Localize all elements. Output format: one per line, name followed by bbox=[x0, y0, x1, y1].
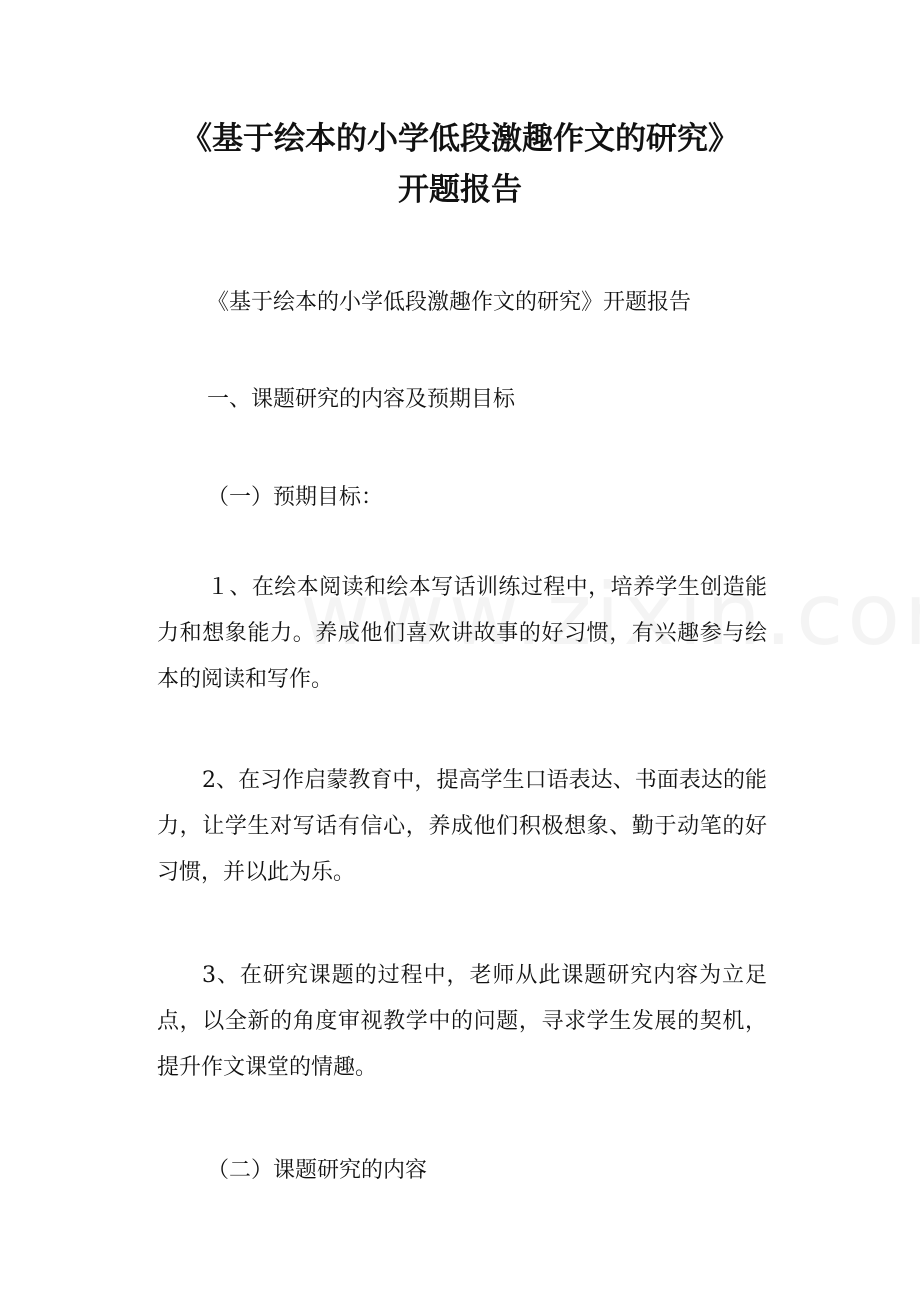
document-title-line2: 开题报告 bbox=[398, 172, 522, 208]
subtitle: 《基于绘本的小学低段激趣作文的研究》开题报告 bbox=[207, 290, 692, 315]
section-heading-1: 一、课题研究的内容及预期目标 bbox=[207, 387, 516, 412]
document-title-line1: 《基于绘本的小学低段激趣作文的研究》 bbox=[181, 121, 739, 157]
paragraph-2: 2、在习作启蒙教育中，提高学生口语表达、书面表达的能力，让学生对写话有信心，养成他们积极想象、勤于动笔的好习惯，并以此为乐。 bbox=[157, 768, 767, 885]
subsection-heading-2: （二）课题研究的内容 bbox=[207, 1158, 428, 1183]
paragraph-1: １、在绘本阅读和绘本写话训练过程中，培养学生创造能力和想象能力。养成他们喜欢讲故事的好习惯，有兴趣参与绘本的阅读和写作。 bbox=[157, 575, 767, 692]
subsection-heading-1: （一）预期目标： bbox=[207, 485, 384, 510]
paragraph-3: 3、在研究课题的过程中，老师从此课题研究内容为立足点，以全新的角度审视教学中的问题，寻求学生发展的契机，提升作文课堂的情趣。 bbox=[157, 963, 767, 1080]
